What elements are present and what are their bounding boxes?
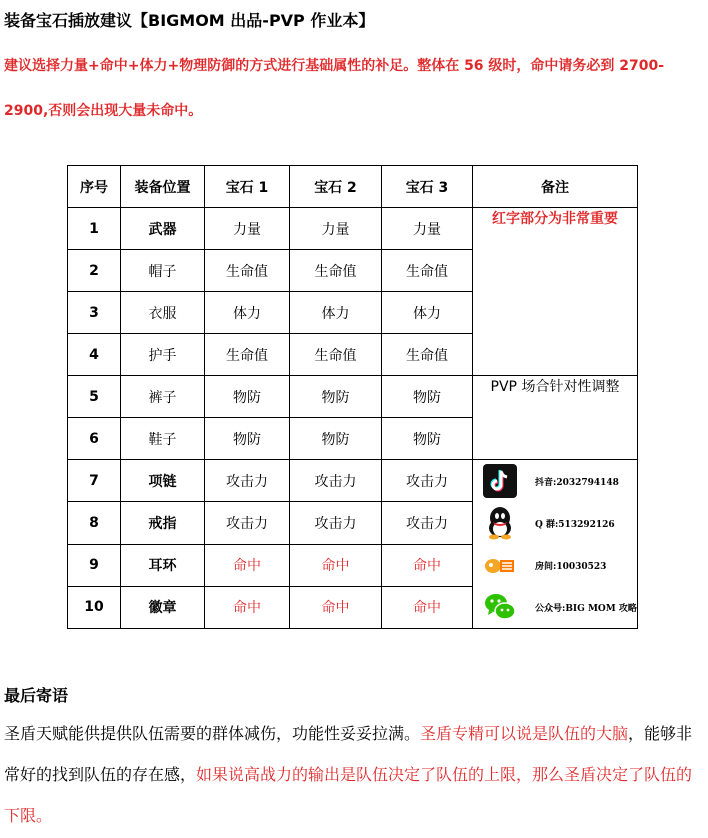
row-gem2: 攻击力 <box>290 460 382 502</box>
row-slot: 鞋子 <box>121 418 205 460</box>
row-gem3: 命中 <box>382 544 473 586</box>
contact-text: 公众号:BIG MOM 攻略 <box>535 603 637 614</box>
row-gem2: 体力 <box>290 292 382 334</box>
douyin-icon <box>483 464 517 498</box>
row-slot: 项链 <box>121 460 205 502</box>
contact-text: Q 群:513292126 <box>535 519 615 530</box>
contact-text: 房间:10030523 <box>535 561 607 572</box>
douyu-icon <box>483 548 517 582</box>
row-number: 1 <box>68 208 121 250</box>
row-number: 6 <box>68 418 121 460</box>
row-gem1: 命中 <box>205 544 290 586</box>
contact-qq <box>473 502 637 544</box>
row-slot: 护手 <box>121 334 205 376</box>
row-gem3: 命中 <box>382 586 473 628</box>
header-slot: 装备位置 <box>121 166 205 208</box>
row-number: 3 <box>68 292 121 334</box>
table-row <box>68 460 638 502</box>
row-slot: 裤子 <box>121 376 205 418</box>
row-number: 10 <box>68 586 121 628</box>
row-gem1: 命中 <box>205 586 290 628</box>
row-number: 2 <box>68 250 121 292</box>
row-gem3: 体力 <box>382 292 473 334</box>
note-important: 红字部分为非常重要 <box>473 208 638 376</box>
contact-douyu <box>473 544 637 586</box>
closing-text-3: ，能够非常好的找到队伍的存在感， <box>4 724 693 784</box>
row-gem1: 体力 <box>205 292 290 334</box>
row-gem3: 物防 <box>382 376 473 418</box>
row-number: 8 <box>68 502 121 544</box>
row-gem1: 物防 <box>205 376 290 418</box>
header-note: 备注 <box>473 166 638 208</box>
row-number: 7 <box>68 460 121 502</box>
header-gem1: 宝石 1 <box>205 166 290 208</box>
row-gem3: 生命值 <box>382 334 473 376</box>
row-slot: 徽章 <box>121 586 205 628</box>
note-pvp: PVP 场合针对性调整 <box>473 376 638 460</box>
intro-paragraph: 建议选择力量+命中+体力+物理防御的方式进行基础属性的补足。整体在 56 级时，命中请务必到 2700-2900,否则会出现大量未命中。 <box>4 58 665 119</box>
gem-table <box>67 165 638 629</box>
row-gem3: 力量 <box>382 208 473 250</box>
row-gem3: 攻击力 <box>382 502 473 544</box>
row-gem2: 命中 <box>290 544 382 586</box>
row-gem3: 攻击力 <box>382 460 473 502</box>
row-slot: 帽子 <box>121 250 205 292</box>
row-number: 5 <box>68 376 121 418</box>
row-gem2: 生命值 <box>290 250 382 292</box>
row-gem2: 力量 <box>290 208 382 250</box>
closing-text-4: 如果说高战力的输出是队伍决定了队伍的上限，那么圣盾决定了队伍的下限。 <box>4 765 693 825</box>
table-row <box>68 208 638 250</box>
table-row <box>68 376 638 418</box>
row-number: 4 <box>68 334 121 376</box>
row-gem3: 物防 <box>382 418 473 460</box>
row-gem2: 命中 <box>290 586 382 628</box>
header-no: 序号 <box>68 166 121 208</box>
row-gem3: 生命值 <box>382 250 473 292</box>
row-gem2: 生命值 <box>290 334 382 376</box>
row-gem1: 生命值 <box>205 250 290 292</box>
row-slot: 武器 <box>121 208 205 250</box>
header-gem3: 宝石 3 <box>382 166 473 208</box>
header-gem2: 宝石 2 <box>290 166 382 208</box>
row-gem1: 攻击力 <box>205 460 290 502</box>
row-gem2: 攻击力 <box>290 502 382 544</box>
row-number: 9 <box>68 544 121 586</box>
row-slot: 戒指 <box>121 502 205 544</box>
closing-paragraph <box>4 713 706 836</box>
row-gem2: 物防 <box>290 418 382 460</box>
row-gem1: 力量 <box>205 208 290 250</box>
table-header-row <box>68 166 638 208</box>
closing-text-1: 圣盾天赋能供提供队伍需要的群体减伤，功能性妥妥拉满。 <box>4 724 421 743</box>
row-gem1: 生命值 <box>205 334 290 376</box>
contact-panel <box>473 460 638 629</box>
contact-text: 抖音:2032794148 <box>535 477 619 488</box>
row-gem1: 物防 <box>205 418 290 460</box>
closing-text-2: 圣盾专精可以说是队伍的大脑 <box>420 724 629 743</box>
wechat-icon <box>483 590 517 624</box>
row-gem1: 攻击力 <box>205 502 290 544</box>
contact-douyin <box>473 460 637 502</box>
row-gem2: 物防 <box>290 376 382 418</box>
closing-title: 最后寄语 <box>4 686 69 705</box>
qq-icon <box>483 506 517 540</box>
row-slot: 耳环 <box>121 544 205 586</box>
row-slot: 衣服 <box>121 292 205 334</box>
page-title: 装备宝石插放建议【BIGMOM 出品-PVP 作业本】 <box>4 11 375 30</box>
contact-wechat <box>473 586 637 628</box>
